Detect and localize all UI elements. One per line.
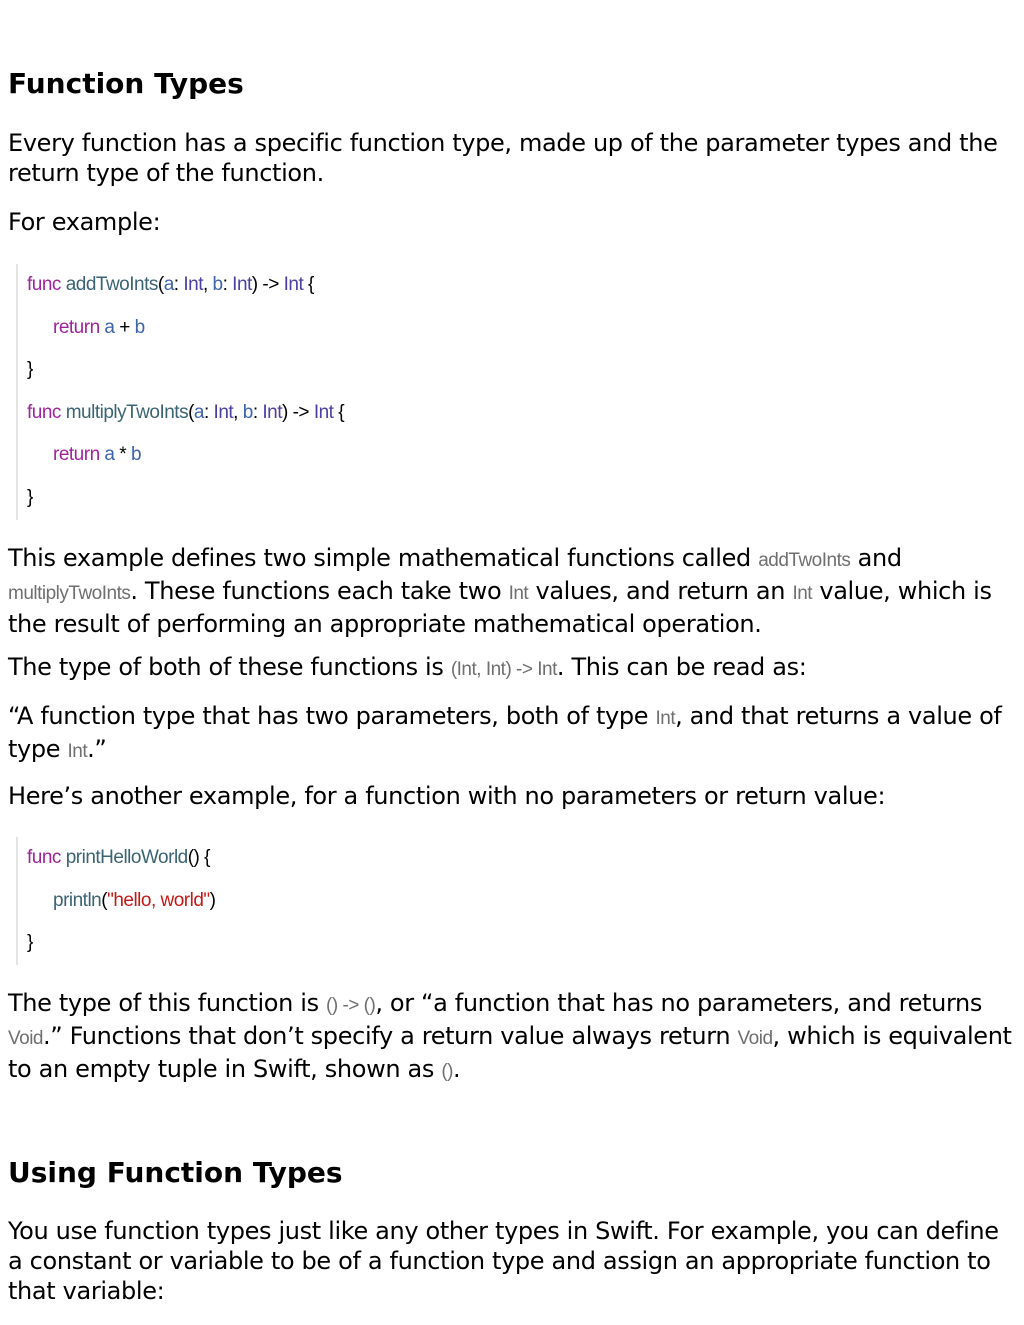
another-example-paragraph: Here’s another example, for a function with no parameters or return value:	[8, 782, 886, 810]
inline-code: Void	[737, 1028, 773, 1049]
punctuation: (	[188, 401, 194, 423]
punctuation: ) ->	[251, 274, 284, 295]
punctuation: :	[222, 274, 233, 295]
code-block-math-functions	[16, 264, 344, 520]
for-example-paragraph: For example:	[8, 208, 161, 236]
punctuation: ,	[202, 274, 213, 295]
function-name: printHelloWorld	[65, 847, 188, 868]
type-name: Int	[283, 274, 304, 295]
type-name: Int	[262, 401, 282, 423]
function-call: println	[53, 889, 102, 911]
punctuation: {	[303, 274, 314, 295]
operator: +	[114, 316, 135, 338]
text: . This can be read as:	[556, 653, 807, 681]
string-literal: "hello, world"	[107, 889, 210, 911]
text: .” Functions that don’t specify a return value always return	[42, 1022, 738, 1050]
type-name: Int	[183, 274, 203, 295]
punctuation: ) ->	[282, 401, 314, 423]
inline-code: ()	[441, 1061, 453, 1082]
type-name: Int	[213, 401, 234, 423]
text: , which is equivalent to an empty tuple in Swift, shown as	[8, 1022, 1012, 1083]
punctuation: () {	[187, 847, 211, 868]
param-name: a	[193, 401, 204, 423]
punctuation: (	[157, 274, 164, 295]
intro-paragraph: Every function has a specific function type, made up of the parameter types and the return type of the function.	[8, 129, 998, 187]
code-line	[27, 837, 216, 880]
code-line	[27, 264, 344, 307]
param-name: a	[104, 444, 115, 466]
keyword: return	[53, 316, 100, 338]
inline-code: Int	[67, 741, 88, 762]
inline-code: Void	[8, 1028, 43, 1049]
punctuation: (	[101, 889, 108, 911]
code-block-print-hello-world	[16, 837, 216, 965]
code-line: }	[27, 932, 33, 954]
operator: *	[114, 444, 131, 466]
text: “A function type that has two parameters, both of type	[8, 702, 656, 730]
void-paragraph	[8, 988, 1020, 1087]
keyword: func	[27, 401, 61, 423]
text: .”	[87, 735, 107, 763]
type-name: Int	[313, 401, 334, 423]
param-name: a	[104, 316, 115, 338]
text: , or “a function that has no parameters, and returns	[375, 989, 983, 1017]
punctuation: :	[173, 274, 184, 295]
punctuation: :	[203, 401, 214, 423]
keyword: func	[27, 847, 61, 868]
keyword: func	[27, 274, 61, 295]
keyword: return	[53, 444, 100, 466]
quote-paragraph	[8, 701, 1008, 767]
code-line	[27, 434, 344, 477]
code-line: }	[27, 359, 33, 381]
param-name: b	[130, 444, 142, 466]
text: .	[452, 1055, 461, 1083]
code-line: }	[27, 486, 33, 508]
param-name: a	[163, 274, 174, 295]
inline-code: Int	[508, 583, 529, 604]
code-line	[27, 307, 344, 350]
inline-code: Int	[655, 708, 676, 729]
text: values, and return an	[528, 577, 793, 605]
punctuation: {	[333, 401, 345, 423]
text: . These functions each take two	[130, 577, 509, 605]
function-name: multiplyTwoInts	[65, 401, 189, 423]
text: , and that returns a value of type	[8, 702, 1002, 763]
section-heading-using-function-types: Using Function Types	[8, 1156, 343, 1189]
code-line	[27, 392, 344, 435]
inline-code: addTwoInts	[758, 550, 851, 571]
type-paragraph	[8, 652, 806, 685]
text: This example defines two simple mathematical functions called	[8, 544, 759, 572]
usage-paragraph: You use function types just like any other types in Swift. For example, you can define a constant or variable to be of a function type and assign an appropriate function to that variable:	[8, 1217, 999, 1305]
param-name: b	[134, 316, 145, 338]
code-line	[27, 880, 216, 923]
text: The type of both of these functions is	[8, 653, 451, 681]
inline-code: () -> ()	[326, 995, 376, 1016]
section-heading-function-types: Function Types	[8, 67, 244, 100]
explanation-paragraph	[8, 543, 1020, 639]
punctuation: )	[209, 889, 216, 911]
text: The type of this function is	[8, 989, 327, 1017]
text: value, which is the result of performing an appropriate mathematical operation.	[8, 577, 992, 638]
param-name: b	[212, 274, 223, 295]
inline-code: multiplyTwoInts	[8, 583, 131, 604]
function-name: addTwoInts	[65, 274, 158, 295]
param-name: b	[242, 401, 253, 423]
type-name: Int	[232, 274, 252, 295]
punctuation: :	[252, 401, 263, 423]
text: and	[850, 544, 902, 572]
punctuation: ,	[233, 401, 243, 423]
inline-code: (Int, Int) -> Int	[450, 659, 557, 680]
inline-code: Int	[792, 583, 813, 604]
